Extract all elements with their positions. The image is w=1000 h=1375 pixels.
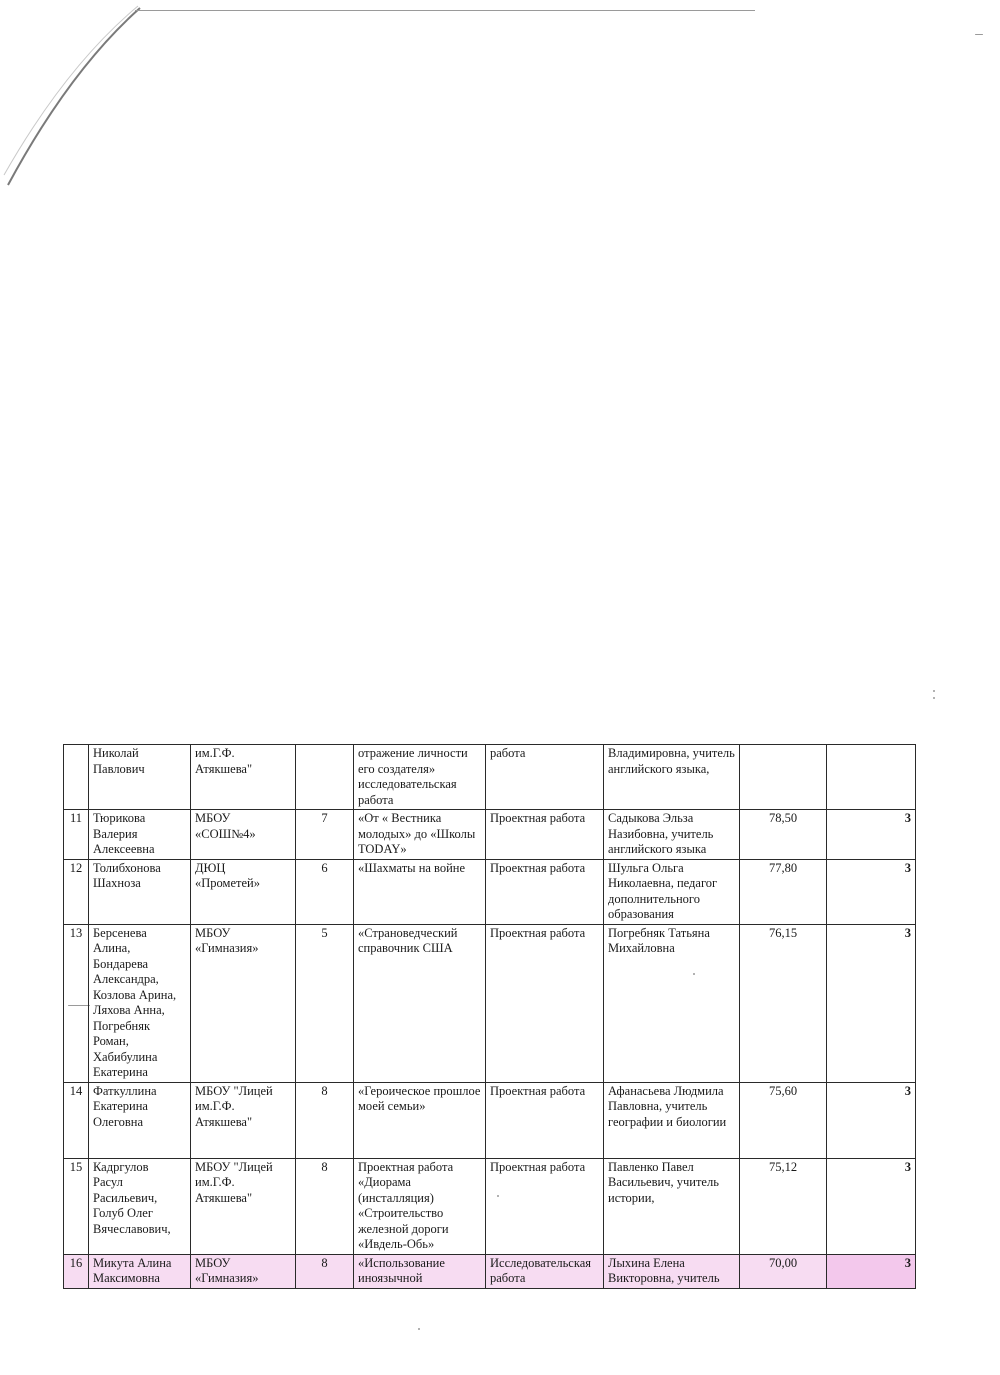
organization-cell: МБОУ «Гимназия»: [191, 924, 296, 1082]
organization-cell: им.Г.Ф. Атякшева": [191, 745, 296, 810]
supervisor-cell: Афанасьева Людмила Павловна, учитель географии и биологии: [604, 1082, 740, 1158]
row-number: 14: [64, 1082, 89, 1158]
participant-line: Александра,: [93, 972, 159, 986]
grade-cell: [296, 745, 354, 810]
organization-cell: МБОУ "Лицей им.Г.Ф. Атякшева": [191, 1158, 296, 1254]
participant-cell: [89, 859, 191, 924]
topic-cell: «Шахматы на войне: [354, 859, 486, 924]
topic-cell: «Страноведческий справочник США: [354, 924, 486, 1082]
scan-corner-fold: [0, 0, 160, 200]
participant-line: Алина,: [93, 941, 131, 955]
participant-line: Фаткуллина: [93, 1083, 157, 1098]
grade-cell: 8: [296, 1158, 354, 1254]
participant-cell: [89, 1082, 191, 1158]
topic-cell: «Использование иноязычной: [354, 1254, 486, 1288]
topic-cell: Проектная работа «Диорама (инсталляция) «Строительство железной дороги «Ивдель-Обь»: [354, 1158, 486, 1254]
participant-line: Голуб Олег: [93, 1206, 153, 1220]
grade-cell: 7: [296, 810, 354, 860]
participant-line: Николай: [93, 746, 139, 760]
scan-top-edge: [135, 10, 755, 11]
table-row: [64, 1158, 916, 1254]
score-cell: 78,50: [740, 810, 827, 860]
score-cell: 76,15: [740, 924, 827, 1082]
participant-line: Шахноза: [93, 876, 141, 890]
participant-line: Максимовна: [93, 1271, 160, 1285]
score-cell: 70,00: [740, 1254, 827, 1288]
participant-line: Бондарева: [93, 956, 149, 971]
participant-cell: [89, 745, 191, 810]
supervisor-cell: Владимировна, учитель английского языка,: [604, 745, 740, 810]
organization-cell: МБОУ «СОШ№4»: [191, 810, 296, 860]
work-type-cell: Исследовательская работа: [486, 1254, 604, 1288]
participant-line: Козлова Арина,: [93, 987, 177, 1002]
supervisor-cell: Погребняк Татьяна Михайловна: [604, 924, 740, 1082]
work-type-cell: Проектная работа: [486, 859, 604, 924]
row-number: [64, 745, 89, 810]
participant-line: Роман,: [93, 1034, 129, 1048]
participant-line: Екатерина: [93, 1099, 148, 1113]
scan-speck: [418, 1328, 420, 1330]
row-number: 11: [64, 810, 89, 860]
grade-cell: 5: [296, 924, 354, 1082]
participant-line: Берсенева: [93, 925, 147, 940]
participant-cell: [89, 1254, 191, 1288]
table-row: [64, 1082, 916, 1158]
participant-cell: [89, 924, 191, 1082]
place-cell: 3: [827, 1254, 916, 1288]
participant-line: Расильевич,: [93, 1190, 158, 1205]
participant-line: Вячеславович,: [93, 1221, 171, 1236]
organization-cell: МБОУ "Лицей им.Г.Ф. Атякшева": [191, 1082, 296, 1158]
table-row: [64, 924, 916, 1082]
scan-speck: [933, 697, 935, 699]
table-row: [64, 1254, 916, 1288]
results-table: [63, 744, 916, 1289]
participant-line: Алексеевна: [93, 842, 155, 856]
supervisor-cell: Садыкова Эльза Назибовна, учитель английского языка: [604, 810, 740, 860]
work-type-cell: работа: [486, 745, 604, 810]
work-type-cell: Проектная работа: [486, 924, 604, 1082]
participant-cell: [89, 810, 191, 860]
participant-line: Погребняк: [93, 1018, 151, 1033]
scan-speck: [933, 690, 935, 692]
grade-cell: 6: [296, 859, 354, 924]
scan-speck: [975, 34, 983, 35]
place-cell: 3: [827, 1082, 916, 1158]
topic-cell: отражение личности его создателя» исследовательская работа: [354, 745, 486, 810]
participant-line: Валерия: [93, 826, 138, 841]
row-number: 12: [64, 859, 89, 924]
supervisor-cell: Лыхина Елена Викторовна, учитель: [604, 1254, 740, 1288]
score-cell: [740, 745, 827, 810]
table-row: [64, 859, 916, 924]
place-cell: [827, 745, 916, 810]
participant-line: Расул: [93, 1175, 123, 1189]
score-cell: 75,12: [740, 1158, 827, 1254]
participant-line: Толибхонова: [93, 860, 161, 875]
row-number: 15: [64, 1158, 89, 1254]
work-type-cell: Проектная работа: [486, 810, 604, 860]
table-row: [64, 810, 916, 860]
participant-cell: [89, 1158, 191, 1254]
table-body: [64, 745, 916, 1289]
place-cell: 3: [827, 924, 916, 1082]
place-cell: 3: [827, 810, 916, 860]
participant-line: Микута Алина: [93, 1255, 172, 1270]
participant-line: Хабибулина: [93, 1049, 158, 1064]
topic-cell: «От « Вестника молодых» до «Школы TODAY»: [354, 810, 486, 860]
participant-line: Тюрикова: [93, 811, 146, 825]
row-number: 13: [64, 924, 89, 1082]
organization-cell: МБОУ «Гимназия»: [191, 1254, 296, 1288]
place-cell: 3: [827, 1158, 916, 1254]
row-number: 16: [64, 1254, 89, 1288]
work-type-cell: Проектная работа: [486, 1082, 604, 1158]
organization-cell: ДЮЦ «Прометей»: [191, 859, 296, 924]
score-cell: 75,60: [740, 1082, 827, 1158]
score-cell: 77,80: [740, 859, 827, 924]
work-type-cell: Проектная работа: [486, 1158, 604, 1254]
participant-line: Екатерина: [93, 1065, 148, 1079]
grade-cell: 8: [296, 1082, 354, 1158]
participant-line: Олеговна: [93, 1114, 144, 1129]
grade-cell: 8: [296, 1254, 354, 1288]
participant-line: Кадргулов: [93, 1159, 149, 1174]
table-row: [64, 745, 916, 810]
supervisor-cell: Павленко Павел Васильевич, учитель истории,: [604, 1158, 740, 1254]
topic-cell: «Героическое прошлое моей семьи»: [354, 1082, 486, 1158]
supervisor-cell: Шульга Ольга Николаевна, педагог дополнительного образования: [604, 859, 740, 924]
participant-line: Ляхова Анна,: [93, 1003, 165, 1017]
place-cell: 3: [827, 859, 916, 924]
participant-line: Павлович: [93, 761, 145, 776]
